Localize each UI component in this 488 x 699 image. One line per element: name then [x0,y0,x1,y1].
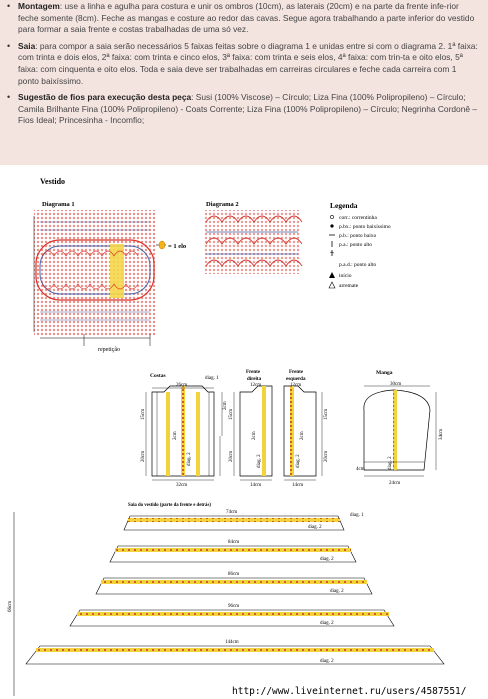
costas-height-small: 2cm [173,431,178,440]
finish-icon [329,282,335,288]
costas-height-top: 15cm [141,408,146,420]
costas-width-top: 26cm [176,383,188,388]
costas-title: Costas [150,373,166,379]
manga-pattern-piece [364,386,436,476]
legend-item-pad: p.a.d.: ponto alto [339,262,377,268]
bullet-icon: • [7,1,11,11]
pattern-diagram [0,165,488,699]
slip-stitch-icon [330,224,333,227]
instruction-text: : use a linha e agulha para costura e unir os ombros (10cm), as laterais (20cm) e na parte da frente infe-rior feche somente (8cm). Feche as mangas e costure ao redor das cavas. Segue agora trabalhando a parte inferior do vestido para formar a saia frente e costas trabalhadas de uma só vez. [18,1,475,35]
chain-icon [330,215,333,218]
legend [329,215,391,289]
frente-esquerda-height-top: 15cm [324,408,329,420]
saia-tier-2-width: 84cm [228,540,240,545]
legend-item-pa: p.a.: ponto alto [339,242,372,248]
frente-direita-diag2-label: diag. 2 [257,454,262,468]
diagram1-chart [34,210,166,346]
legend-item-pb: p.b.: ponto baixo [339,233,377,239]
instructions-panel [0,0,488,165]
legend-item-corr: corr.: correntinha [339,215,377,221]
frente-esquerda-diag2-label: diag. 2 [296,454,301,468]
saia-tier-4-width: 96cm [228,604,240,609]
instruction-montagem [4,1,478,36]
frente-esquerda-title: Frente [289,370,304,375]
diagram1-title: Diagrama 1 [42,201,75,208]
frente-esquerda-subtitle: esquerda [286,377,306,382]
saia-tier-5-diag2: diag. 2 [320,659,334,664]
saia-tier-5-width: 144cm [225,640,239,645]
manga-width-top: 30cm [390,382,402,387]
diagram1-repeat-label: repetição [98,347,120,353]
start-icon [329,272,335,278]
saia-tier-4-diag2: diag. 2 [320,621,334,626]
costas-width-bottom: 32cm [176,483,188,488]
frente-direita-height-small: 2cm [252,431,257,440]
saia-tier-3-width: 86cm [228,572,240,577]
saia-tier-3-diag2: diag. 2 [330,589,344,594]
manga-width-bottom: 24cm [389,481,401,486]
manga-height: 34cm [439,428,444,440]
frente-direita-width-top: 12cm [250,383,262,388]
frente-direita-height-top: 15cm [229,408,234,420]
instruction-label: Montagem [18,1,60,11]
diagram-title: Vestido [40,177,66,186]
instruction-label: Saia [18,40,36,51]
elo-marker-icon [159,241,165,249]
diagram1-elo-label: = 1 elo [168,243,187,250]
saia-tier-4 [70,610,394,626]
saia-height-label: 66cm [8,600,13,612]
frente-direita-title: Frente [246,370,261,375]
instruction-text: : Susi (100% Viscose) – Círculo; Liza Fina (100% Polipropileno) – Círculo; Camila Brilhante Fina (100% Polipropileno) - Coats Corrente; Liza Fina (100% Polipropileno) – Círculo; Negrinha Cordonê – Fios Ideal; Princesinha - Incomfio; [18,92,477,126]
instruction-text: : para compor a saia serão necessários 5 faixas feitas sobre o diagrama 1 e unidas entre si com o diagrama 2. 1ª faixa: com trinta e dois elos, 2ª faixa: com trinta e cinco elos, 3ª faixa: com trinta e seis elos, 4ª faixa: com trin-ta e oito elos, 5ª faixa: com cinquenta e oito elos. Toda e saia deve ser trabalhadas em carreiras circulares e feche cada carreira com 1 ponto baixíssimo. [18,40,478,86]
instruction-fios [4,92,478,127]
frente-direita-height-mid: 20cm [229,450,234,462]
frente-direita-width-bottom: 14cm [250,483,262,488]
watermark-url: http://www.liveinternet.ru/users/4587551/ [232,686,467,697]
frente-direita-subtitle: direita [247,377,262,382]
legend-item-arremate: arremate [339,283,359,289]
manga-height-small: 4cm [356,467,365,472]
saia-title: Saia do vestido (parte da frente e detrás) [128,503,211,508]
frente-esquerda-height-mid: 20cm [324,450,329,462]
costas-diag2-label: diag. 2 [187,452,192,466]
manga-diag2-label: diag. 2 [388,456,393,470]
frente-esquerda-height-small: 2cm [300,431,305,440]
legend-item-inicio: início [339,273,352,279]
legend-title: Legenda [330,201,358,210]
saia-tier-1-diag1: diag. 1 [350,513,364,518]
costas-pattern-piece [146,386,222,480]
manga-title: Manga [376,370,393,376]
saia-tier-5 [26,646,444,664]
diagram2-title: Diagrama 2 [206,201,239,208]
instruction-saia [4,41,478,87]
saia-tier-1-width: 74cm [226,510,238,515]
frente-esquerda-width-top: 12cm [290,383,302,388]
instruction-label: Sugestão de fios para execução desta peça [18,92,192,103]
legend-item-pbx: p.bx.: ponto baixíssimo [339,224,391,230]
costas-height-mid: 20cm [141,450,146,462]
instructions-list [4,1,478,127]
costas-height-low: 2cm [223,401,228,410]
frente-esquerda-width-bottom: 14cm [292,483,304,488]
diagram2-chart [204,210,302,274]
bullet-icon: • [7,40,11,51]
costas-diag1-label: diag. 1 [205,376,219,381]
saia-tier-1-diag2: diag. 2 [308,525,322,530]
saia-tier-2-diag2: diag. 2 [320,557,334,562]
bullet-icon: • [7,92,11,103]
